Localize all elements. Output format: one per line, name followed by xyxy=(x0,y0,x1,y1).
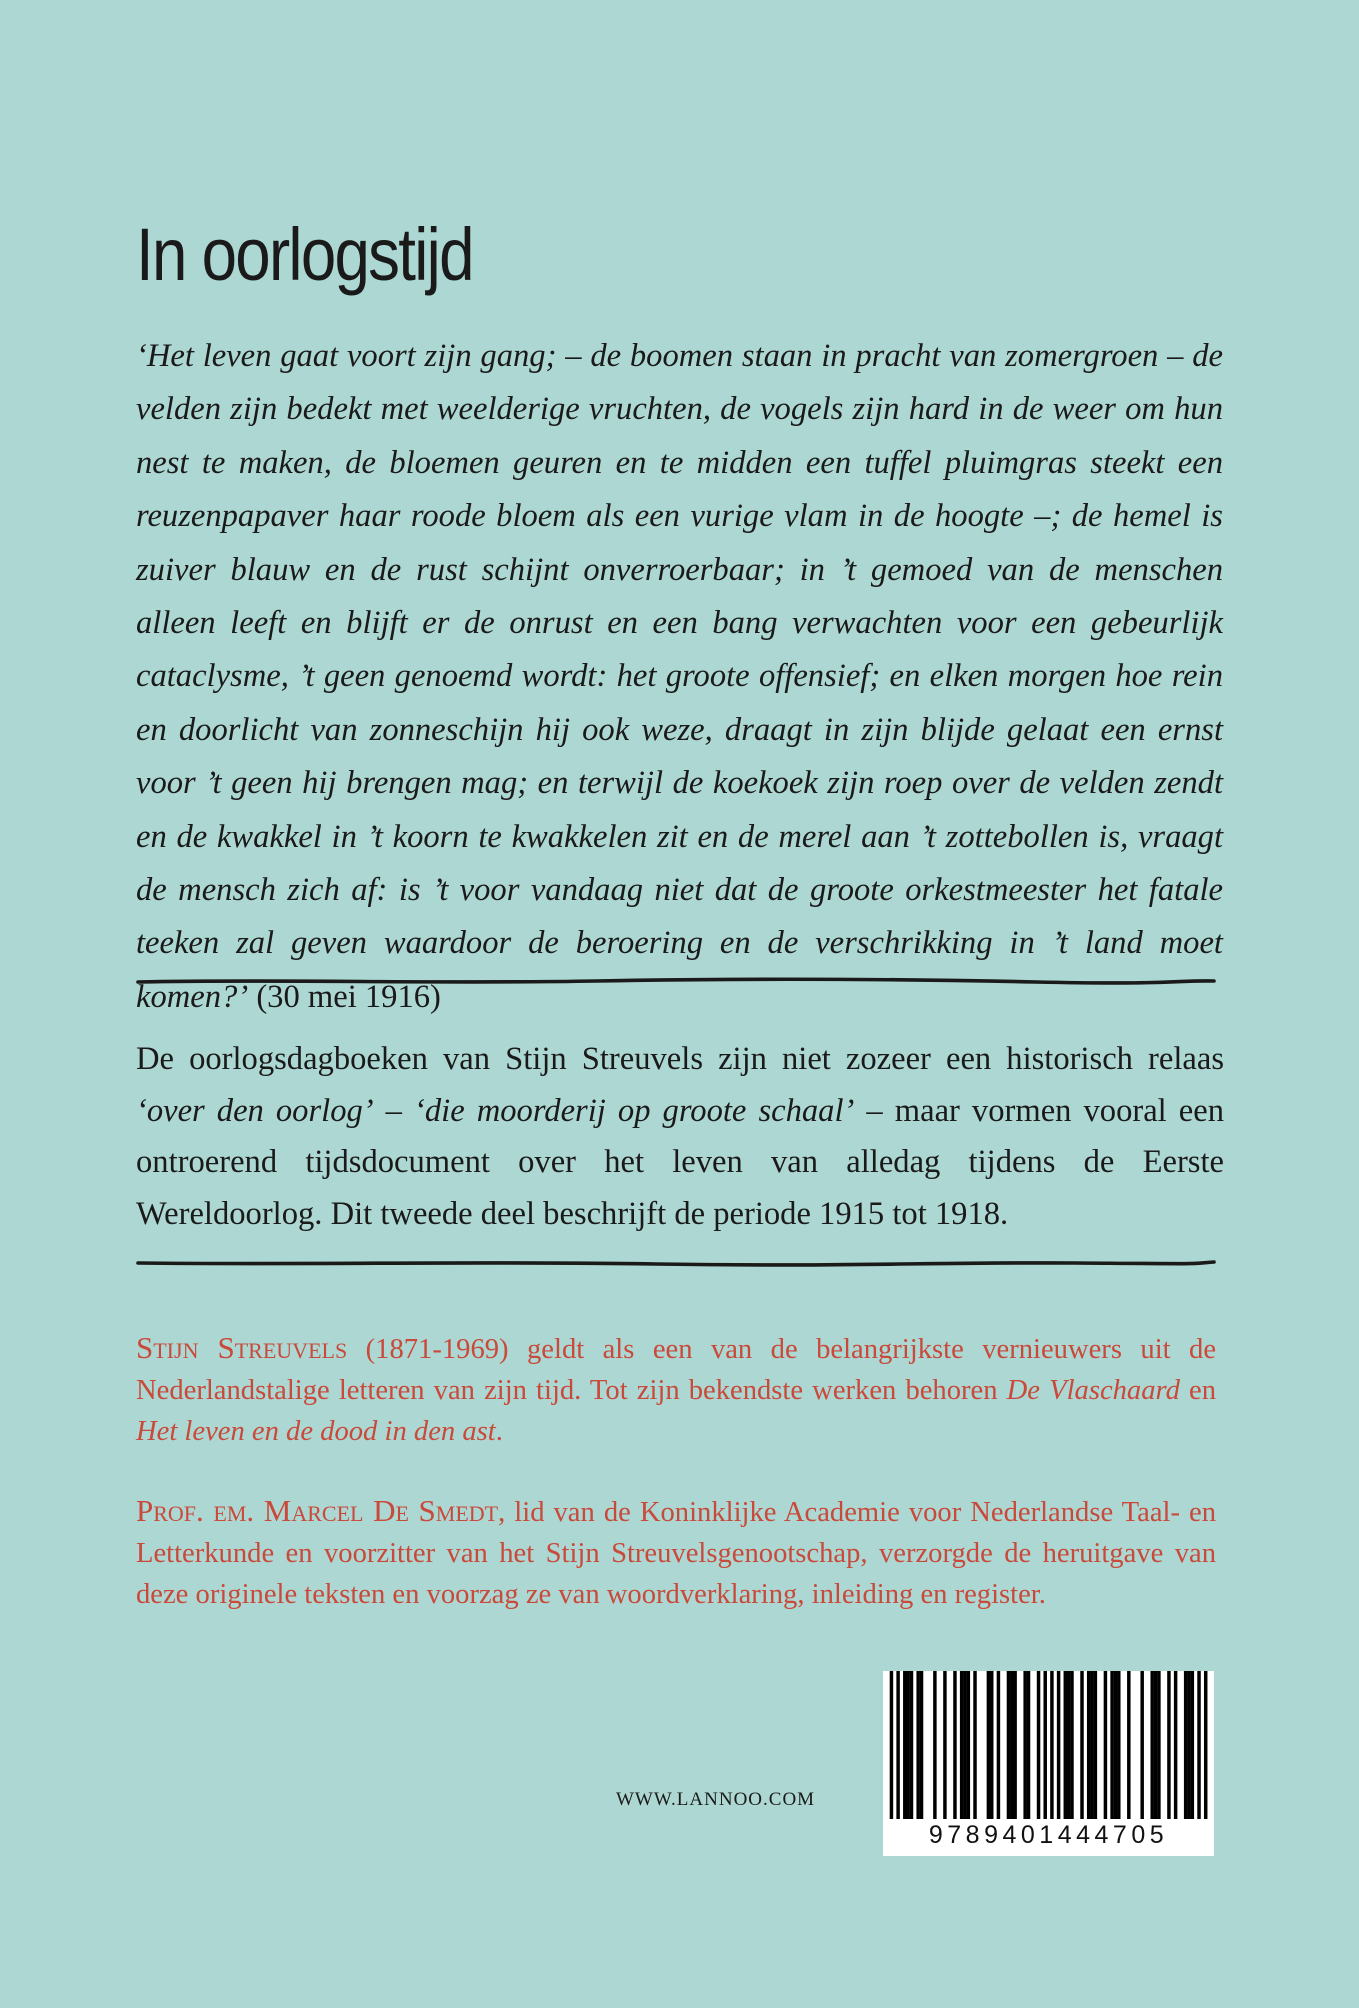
description-quote: ‘die moorderij op groote schaal’ xyxy=(414,1092,855,1129)
barcode-bar xyxy=(933,1671,936,1819)
book-title: In oorlogstijd xyxy=(136,213,473,296)
barcode-bar xyxy=(1150,1671,1153,1819)
barcode-bar xyxy=(1090,1671,1093,1819)
barcode-bar xyxy=(890,1671,893,1819)
barcode-bar xyxy=(973,1671,976,1819)
quote-block xyxy=(136,330,1223,1024)
quote-text: ‘Het leven gaat voort zijn gang; – de boomen staan in pracht van zomergroen – de velden zijn bedekt met weelderige vruchten, de vogels zijn hard in de weer om hun nest te maken, de bloemen geuren en te midden een tuffel pluimgras steekt een reuzenpapaver haar roode bloem als een vurige vlam in de hoogte –; de hemel is zuiver blauw en de rust schijnt onverroerbaar; in ’t gemoed van de menschen alleen leeft en blijft er de onrust en een bang verwachten voor een gebeurlijk cataclysme, ’t geen genoemd wordt: het groote offensief; en elken morgen hoe rein en doorlicht van zonneschijn hij ook weze, draagt in zijn blijde gelaat een ernst voor ’t geen hij brengen mag; en terwijl de koekoek zijn roep over de velden zendt en de kwakkel in ’t koorn te kwakkelen zit en de merel aan ’t zottebollen is, vraagt de mensch zich af: is ’t voor vandaag niet dat de groote orkestmeester het fatale teeken zal geven waardoor de beroering en de verschrikking in ’t land moet komen?’ xyxy=(136,338,1223,1015)
barcode-bar xyxy=(1094,1671,1097,1819)
barcode-bar xyxy=(1154,1671,1157,1819)
divider-line xyxy=(136,1256,1216,1270)
isbn-barcode xyxy=(883,1671,1214,1856)
work-title: De Vlaschaard xyxy=(1006,1375,1180,1406)
barcode-bar xyxy=(1087,1671,1090,1819)
barcode-bar xyxy=(1010,1671,1013,1819)
barcode-bar xyxy=(1157,1671,1160,1819)
barcode-bar xyxy=(1050,1671,1053,1819)
barcode-bar xyxy=(906,1671,909,1819)
barcode-bar xyxy=(1167,1671,1170,1819)
barcode-bar xyxy=(1023,1671,1026,1819)
barcode-bar xyxy=(960,1671,963,1819)
barcode-bar xyxy=(1187,1671,1190,1819)
barcode-bar xyxy=(967,1671,970,1819)
isbn-number: 9789401444705 xyxy=(928,1821,1169,1849)
barcode-bar xyxy=(1043,1671,1046,1819)
barcode-bar xyxy=(997,1671,1000,1819)
work-title: Het leven en de dood in den ast xyxy=(136,1416,496,1447)
barcode-bar xyxy=(1117,1671,1120,1819)
barcode-bar xyxy=(990,1671,993,1819)
barcode-bar xyxy=(1191,1671,1194,1819)
barcode-bars xyxy=(883,1671,1214,1821)
book-description: De oorlogsdagboeken van Stijn Streuvels zijn niet zozeer een historisch relaas ‘over den oorlog’ – ‘die moorderij op groote schaal’ – maar vormen vooral een ontroerend tijdsdocument over het leven van alledag tijdens de Eerste Wereldoorlog. Dit tweede deel beschrijft de periode 1915 tot 1918. xyxy=(136,1041,1224,1232)
barcode-bar xyxy=(1174,1671,1177,1819)
barcode-bar xyxy=(896,1671,899,1819)
barcode-bar xyxy=(920,1671,923,1819)
barcode-bar xyxy=(1184,1671,1187,1819)
barcode-bar xyxy=(1140,1671,1143,1819)
publisher-website: WWW.LANNOO.COM xyxy=(616,1789,816,1810)
barcode-bar xyxy=(916,1671,919,1819)
barcode-bar xyxy=(1070,1671,1073,1819)
barcode-bar xyxy=(910,1671,913,1819)
author-bio: Stijn Streuvels (1871-1969) geldt als een van de belangrijkste vernieuwers uit de Nederlandstalige letteren van zijn tijd. Tot zijn bekendste werken behoren De Vlaschaard en Het leven en de dood in den ast. xyxy=(136,1330,1217,1447)
author-name: Stijn Streuvels xyxy=(136,1330,348,1365)
divider-line xyxy=(136,974,1216,988)
barcode-bar xyxy=(1013,1671,1016,1819)
description-quote: ‘over den oorlog’ xyxy=(136,1092,374,1129)
barcode-bar xyxy=(1110,1671,1113,1819)
barcode-bar xyxy=(953,1671,956,1819)
barcode-bar xyxy=(1067,1671,1070,1819)
barcode-bar xyxy=(1027,1671,1030,1819)
editor-name: Prof. em. Marcel De Smedt xyxy=(136,1493,499,1528)
barcode-bar xyxy=(1204,1671,1207,1819)
barcode-bar xyxy=(1057,1671,1060,1819)
barcode-bar xyxy=(903,1671,906,1819)
barcode-bar xyxy=(1104,1671,1107,1819)
barcode-bar xyxy=(1064,1671,1067,1819)
barcode-bar xyxy=(943,1671,946,1819)
editor-bio: Prof. em. Marcel De Smedt, lid van de Koninklijke Academie voor Nederlandse Taal- en Letterkunde en voorzitter van het Stijn Streuvelsgenootschap, verzorgde de heruitgave van deze originele teksten en voorzag ze van woordverklaring, inleiding en register. xyxy=(136,1493,1216,1610)
barcode-bar xyxy=(963,1671,966,1819)
quote-date: (30 mei 1916) xyxy=(256,978,441,1015)
barcode-bar xyxy=(1127,1671,1130,1819)
barcode-bar xyxy=(1007,1671,1010,1819)
barcode-bar xyxy=(1037,1671,1040,1819)
barcode-bar xyxy=(1197,1671,1200,1819)
barcode-bar xyxy=(1080,1671,1083,1819)
barcode-bar xyxy=(987,1671,990,1819)
barcode-bar xyxy=(1114,1671,1117,1819)
